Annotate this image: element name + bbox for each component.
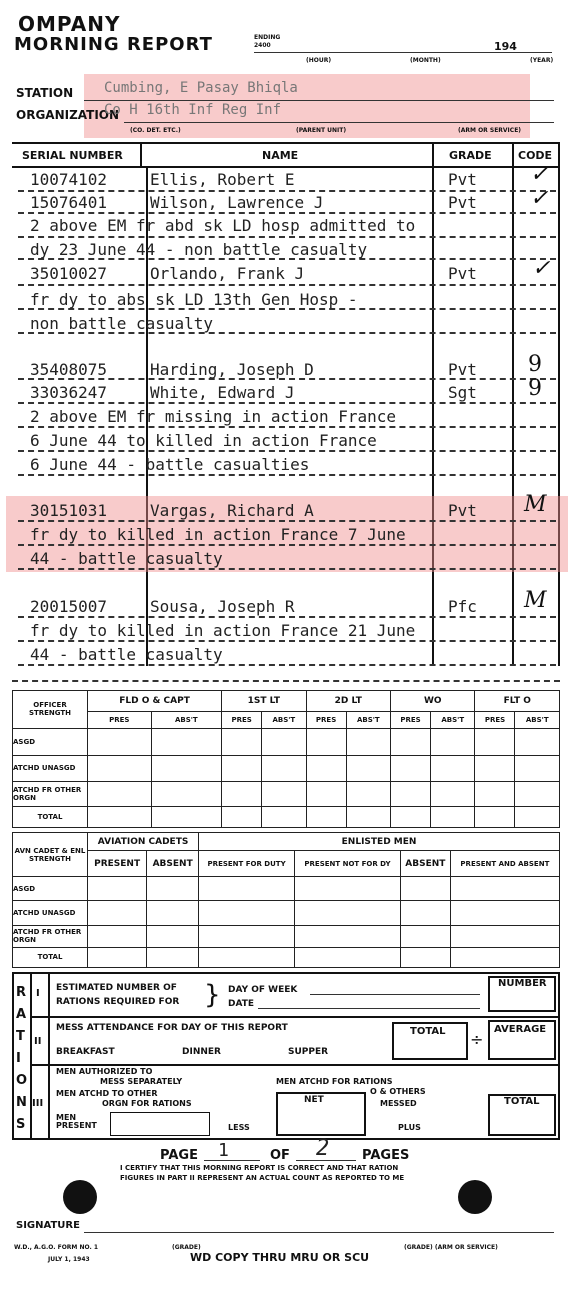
row-line bbox=[18, 544, 556, 546]
page-total-line bbox=[296, 1160, 356, 1161]
organization-label: ORGANIZATION bbox=[16, 108, 120, 122]
rations-total-label: TOTAL bbox=[504, 1096, 540, 1107]
entries-header-border bbox=[12, 166, 560, 168]
enlisted-strength-label: AVN CADET & ENL STRENGTH bbox=[13, 833, 88, 877]
entry-serial: 15076401 bbox=[30, 193, 108, 212]
ending-time: 2400 bbox=[254, 42, 271, 49]
row-line bbox=[18, 568, 556, 570]
signature-line bbox=[84, 1232, 554, 1233]
breakfast-label: BREAKFAST bbox=[56, 1047, 115, 1057]
page-number-line bbox=[204, 1160, 260, 1161]
less-label: LESS bbox=[228, 1123, 250, 1132]
supper-label: SUPPER bbox=[288, 1047, 329, 1057]
binder-hole-right bbox=[458, 1180, 492, 1214]
row-line bbox=[18, 190, 556, 192]
officer-strength-label: OFFICER STRENGTH bbox=[13, 691, 88, 729]
mess-total-label: TOTAL bbox=[410, 1026, 446, 1037]
plus-label: PLUS bbox=[398, 1123, 421, 1132]
row-line bbox=[18, 212, 556, 214]
entry-serial: 35408075 bbox=[30, 360, 108, 379]
officer-row-atchd-fr-other: ATCHD FR OTHER ORGN bbox=[13, 781, 88, 806]
entry-grade: Pvt bbox=[448, 360, 477, 379]
ending-label: ENDING bbox=[254, 34, 281, 41]
entry-remark: non battle casualty bbox=[30, 314, 214, 333]
enlisted-row-total: TOTAL bbox=[13, 947, 88, 967]
row-line bbox=[18, 664, 556, 666]
entry-remark: fr dy to abs sk LD 13th Gen Hosp - bbox=[30, 290, 358, 309]
enlisted-row-asgd: ASGD bbox=[13, 877, 88, 901]
certify-line-1: I CERTIFY THAT THIS MORNING REPORT IS CORRECT AND THAT RATION bbox=[120, 1164, 399, 1172]
officer-sub-pres: PRES bbox=[306, 712, 346, 729]
aviation-cadets-header: AVIATION CADETS bbox=[88, 833, 199, 851]
officer-sub-pres: PRES bbox=[222, 712, 262, 729]
org-arm-caption: (ARM OR SERVICE) bbox=[458, 127, 522, 134]
year-line bbox=[512, 52, 552, 53]
entry-grade: Sgt bbox=[448, 383, 477, 402]
officer-sub-pres: PRES bbox=[391, 712, 431, 729]
ending-line bbox=[254, 52, 514, 53]
officer-sub-abst: ABS'T bbox=[515, 712, 560, 729]
arm-service-caption: (GRADE) (ARM OR SERVICE) bbox=[404, 1244, 498, 1251]
enlisted-men-header: ENLISTED MEN bbox=[199, 833, 560, 851]
of-label: OF bbox=[270, 1148, 290, 1163]
row-line bbox=[18, 402, 556, 404]
form-title-company: OMPANY bbox=[18, 12, 121, 36]
row-line bbox=[18, 426, 556, 428]
entry-name: Vargas, Richard A bbox=[150, 501, 314, 520]
date-line bbox=[258, 1008, 480, 1009]
entry-code: ✓ bbox=[530, 186, 549, 211]
entry-name: Orlando, Frank J bbox=[150, 264, 305, 283]
em-present-and-absent: PRESENT AND ABSENT bbox=[450, 851, 559, 877]
day-of-week-line bbox=[310, 994, 480, 995]
rations-roman-divider bbox=[48, 972, 50, 1140]
average-label: AVERAGE bbox=[494, 1024, 547, 1035]
entry-remark: dy 23 June 44 - non battle casualty bbox=[30, 240, 368, 259]
entry-serial: 10074102 bbox=[30, 170, 108, 189]
row-line bbox=[18, 616, 556, 618]
row-line bbox=[18, 236, 556, 238]
signature-label: SIGNATURE bbox=[16, 1220, 80, 1231]
entry-code: M bbox=[524, 492, 547, 517]
em-absent: ABSENT bbox=[400, 851, 450, 877]
officer-sub-abst: ABS'T bbox=[346, 712, 390, 729]
col-grade: GRADE bbox=[449, 149, 492, 162]
officer-group-2d-lt: 2D LT bbox=[306, 691, 390, 712]
entry-code: ✓ bbox=[532, 256, 551, 281]
binder-hole-left bbox=[63, 1180, 97, 1214]
officer-group-fld-capt: FLD O & CAPT bbox=[88, 691, 222, 712]
station-label: STATION bbox=[16, 86, 74, 100]
number-label: NUMBER bbox=[498, 978, 547, 989]
estimated-number-label: ESTIMATED NUMBER OF bbox=[56, 983, 177, 993]
entry-name: Harding, Joseph D bbox=[150, 360, 314, 379]
enlisted-row-atchd-unasgd: ATCHD UNASGD bbox=[13, 901, 88, 925]
officer-sub-pres: PRES bbox=[475, 712, 515, 729]
net-label: NET bbox=[304, 1095, 324, 1105]
entry-code: 9 bbox=[528, 376, 542, 401]
officer-group-wo: WO bbox=[391, 691, 475, 712]
entry-code: 9 bbox=[528, 352, 542, 377]
entry-grade: Pvt bbox=[448, 264, 477, 283]
col-divider-header-1 bbox=[140, 142, 142, 166]
officer-strength-table bbox=[12, 690, 560, 828]
officer-top-dash bbox=[12, 680, 560, 684]
entry-remark: 6 June 44 to killed in action France bbox=[30, 431, 377, 450]
entry-remark: 44 - battle casualty bbox=[30, 549, 223, 568]
pages-label: PAGES bbox=[362, 1148, 410, 1163]
grade-caption: (GRADE) bbox=[172, 1244, 201, 1251]
row-line bbox=[18, 284, 556, 286]
row-line bbox=[18, 450, 556, 452]
men-present-box[interactable] bbox=[110, 1112, 210, 1136]
ending-year-caption: (YEAR) bbox=[530, 57, 554, 64]
entry-serial: 33036247 bbox=[30, 383, 108, 402]
col-name: NAME bbox=[262, 149, 299, 162]
men-atchd-to-other-label: MEN ATCHD TO OTHER bbox=[56, 1089, 158, 1098]
form-title-morning-report: MORNING REPORT bbox=[14, 34, 213, 55]
col-code: CODE bbox=[518, 149, 553, 162]
entries-top-border bbox=[12, 142, 560, 144]
enlisted-row-atchd-fr-other: ATCHD FR OTHER ORGN bbox=[13, 925, 88, 947]
brace: } bbox=[204, 980, 221, 1010]
entry-name: Wilson, Lawrence J bbox=[150, 193, 324, 212]
mess-attendance-label: MESS ATTENDANCE FOR DAY OF THIS REPORT bbox=[56, 1023, 288, 1033]
rations-part-divider-1 bbox=[30, 1016, 560, 1018]
men-atchd-for-rations-label: MEN ATCHD FOR RATIONS bbox=[276, 1077, 393, 1086]
entry-grade: Pvt bbox=[448, 501, 477, 520]
form-date: JULY 1, 1943 bbox=[48, 1256, 90, 1263]
year-prefix: 194 bbox=[494, 40, 517, 53]
organization-line bbox=[124, 122, 554, 123]
wd-copy-label: WD COPY THRU MRU OR SCU bbox=[190, 1251, 370, 1264]
org-co-caption: (CO. DET. ETC.) bbox=[130, 127, 181, 134]
officer-row-atchd-unasgd: ATCHD UNASGD bbox=[13, 756, 88, 781]
officer-group-flt-o: FLT O bbox=[475, 691, 560, 712]
officer-sub-abst: ABS'T bbox=[431, 712, 475, 729]
station-line bbox=[84, 100, 554, 101]
col-serial-number: SERIAL NUMBER bbox=[22, 149, 123, 162]
row-line bbox=[18, 520, 556, 522]
rations-part-divider-2 bbox=[30, 1064, 560, 1066]
entry-remark: fr dy to killed in action France 7 June bbox=[30, 525, 406, 544]
officer-sub-abst: ABS'T bbox=[151, 712, 222, 729]
enlisted-strength-table bbox=[12, 832, 560, 968]
men-present-label: MEN PRESENT bbox=[56, 1113, 97, 1130]
entry-serial: 20015007 bbox=[30, 597, 108, 616]
col-divider-grade bbox=[432, 142, 434, 666]
entry-grade: Pfc bbox=[448, 597, 477, 616]
mess-separately-label: MESS SEPARATELY bbox=[100, 1077, 183, 1086]
entry-remark: 2 above EM fr missing in action France bbox=[30, 407, 397, 426]
divide-sign: ÷ bbox=[470, 1030, 484, 1049]
entries-right-border bbox=[558, 142, 560, 666]
officer-sub-abst: ABS'T bbox=[262, 712, 306, 729]
certify-line-2: FIGURES IN PART II REPRESENT AN ACTUAL COUNT AS REPORTED TO ME bbox=[120, 1174, 405, 1182]
rations-part-i: I bbox=[36, 988, 40, 999]
em-present-not-for-dy: PRESENT NOT FOR DY bbox=[295, 851, 401, 877]
cadets-present: PRESENT bbox=[88, 851, 147, 877]
day-of-week-label: DAY OF WEEK bbox=[228, 985, 298, 995]
ending-hour-caption: (HOUR) bbox=[306, 57, 332, 64]
row-line bbox=[18, 474, 556, 476]
page-total: 2 bbox=[316, 1136, 330, 1161]
entry-grade: Pvt bbox=[448, 193, 477, 212]
officer-group-1st-lt: 1ST LT bbox=[222, 691, 306, 712]
date-label: DATE bbox=[228, 999, 255, 1009]
col-divider-code bbox=[512, 142, 514, 666]
o-others-label: O & OTHERS bbox=[370, 1087, 426, 1096]
orgn-for-rations-label: ORGN FOR RATIONS bbox=[102, 1099, 192, 1108]
entry-code: ✓ bbox=[530, 162, 549, 187]
station-value: Cumbing, E Pasay Bhiqla bbox=[104, 80, 298, 96]
rations-required-label: RATIONS REQUIRED FOR bbox=[56, 997, 180, 1007]
entry-remark: 44 - battle casualty bbox=[30, 645, 223, 664]
rations-part-ii: II bbox=[34, 1036, 42, 1047]
entry-grade: Pvt bbox=[448, 170, 477, 189]
entry-remark: 2 above EM fr abd sk LD hosp admitted to bbox=[30, 216, 416, 235]
entry-name: Sousa, Joseph R bbox=[150, 597, 295, 616]
men-authorized-label: MEN AUTHORIZED TO bbox=[56, 1067, 153, 1076]
officer-sub-pres: PRES bbox=[88, 712, 152, 729]
dinner-label: DINNER bbox=[182, 1047, 221, 1057]
messed-label: MESSED bbox=[380, 1099, 417, 1108]
org-parent-caption: (PARENT UNIT) bbox=[296, 127, 347, 134]
entry-remark: fr dy to killed in action France 21 June bbox=[30, 621, 416, 640]
ending-month-caption: (MONTH) bbox=[410, 57, 441, 64]
rations-side-label: R A T I O N S bbox=[16, 985, 28, 1132]
row-line bbox=[18, 640, 556, 642]
entry-serial: 30151031 bbox=[30, 501, 108, 520]
organization-value: Co H 16th Inf Reg Inf bbox=[104, 102, 282, 118]
cadets-absent: ABSENT bbox=[147, 851, 199, 877]
rations-side-divider bbox=[30, 972, 32, 1140]
entry-name: White, Edward J bbox=[150, 383, 295, 402]
entry-remark: 6 June 44 - battle casualties bbox=[30, 455, 310, 474]
entry-code: M bbox=[524, 588, 547, 613]
entry-name: Ellis, Robert E bbox=[150, 170, 295, 189]
em-present-for-duty: PRESENT FOR DUTY bbox=[199, 851, 295, 877]
page-number: 1 bbox=[218, 1140, 229, 1161]
rations-part-iii: III bbox=[32, 1098, 44, 1109]
officer-row-total: TOTAL bbox=[13, 806, 88, 827]
form-number: W.D., A.G.O. FORM NO. 1 bbox=[14, 1244, 99, 1251]
page-label: PAGE bbox=[160, 1148, 198, 1163]
officer-row-asgd: ASGD bbox=[13, 728, 88, 755]
entry-serial: 35010027 bbox=[30, 264, 108, 283]
